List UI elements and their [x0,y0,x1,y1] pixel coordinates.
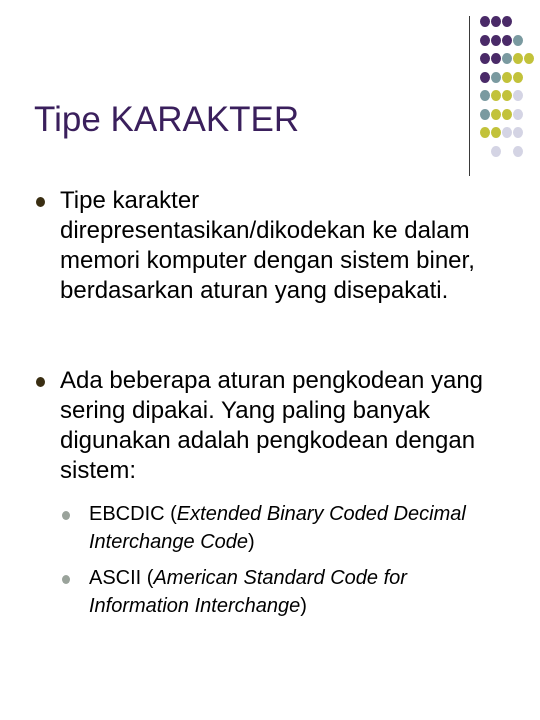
decorative-dot [491,72,501,83]
decorative-dot [480,53,490,64]
sub-bullet-prefix: ASCII ( [89,567,154,589]
sub-bullet-italic: American Standard Code for Information Interchange [89,567,407,617]
decorative-dot [513,35,523,46]
decorative-dot [480,127,490,138]
sub-bullet-dot-icon [62,511,70,520]
decorative-dot [480,90,490,101]
decorative-dot [513,53,523,64]
decorative-dot [502,53,512,64]
decorative-dot [524,53,534,64]
slide-title: Tipe KARAKTER [34,100,300,139]
title-divider-line [469,16,470,176]
decorative-dot [491,90,501,101]
decorative-dot [502,90,512,101]
decorative-dot [480,109,490,120]
decorative-dot [513,127,523,138]
bullet-item: Ada beberapa aturan pengkodean yang sering dipakai. Yang paling banyak digunakan adalah pengkodean dengan sistem: [60,367,484,484]
sub-bullet-item-ebcdic [89,500,489,556]
decorative-dot [480,72,490,83]
sub-bullet-suffix: ) [248,531,255,553]
bullet-dot-icon [36,377,45,387]
sub-bullet-suffix: ) [300,595,307,617]
bullet-item: Tipe karakter direpresentasikan/dikodekan ke dalam memori komputer dengan sistem biner, berdasarkan aturan yang disepakati. [60,187,475,304]
sub-bullet-italic: Extended Binary Coded Decimal Interchange Code [89,503,466,553]
bullet-dot-icon [36,197,45,207]
decorative-dot [513,90,523,101]
decorative-dot [491,16,501,27]
decorative-dot [513,72,523,83]
sub-bullet-dot-icon [62,575,70,584]
decorative-dot [480,16,490,27]
decorative-dot [502,127,512,138]
sub-bullet-prefix: EBCDIC ( [89,503,177,525]
decorative-dot [513,109,523,120]
decorative-dot [502,109,512,120]
decorative-dot [491,127,501,138]
decorative-dot [502,72,512,83]
decorative-dot [502,16,512,27]
sub-bullet-item-ascii [89,564,489,620]
decorative-dot [502,35,512,46]
decorative-dot [491,146,501,157]
decorative-dot [491,35,501,46]
decorative-dot [480,35,490,46]
decorative-dot [491,109,501,120]
decorative-dot [491,53,501,64]
decorative-dot [513,146,523,157]
